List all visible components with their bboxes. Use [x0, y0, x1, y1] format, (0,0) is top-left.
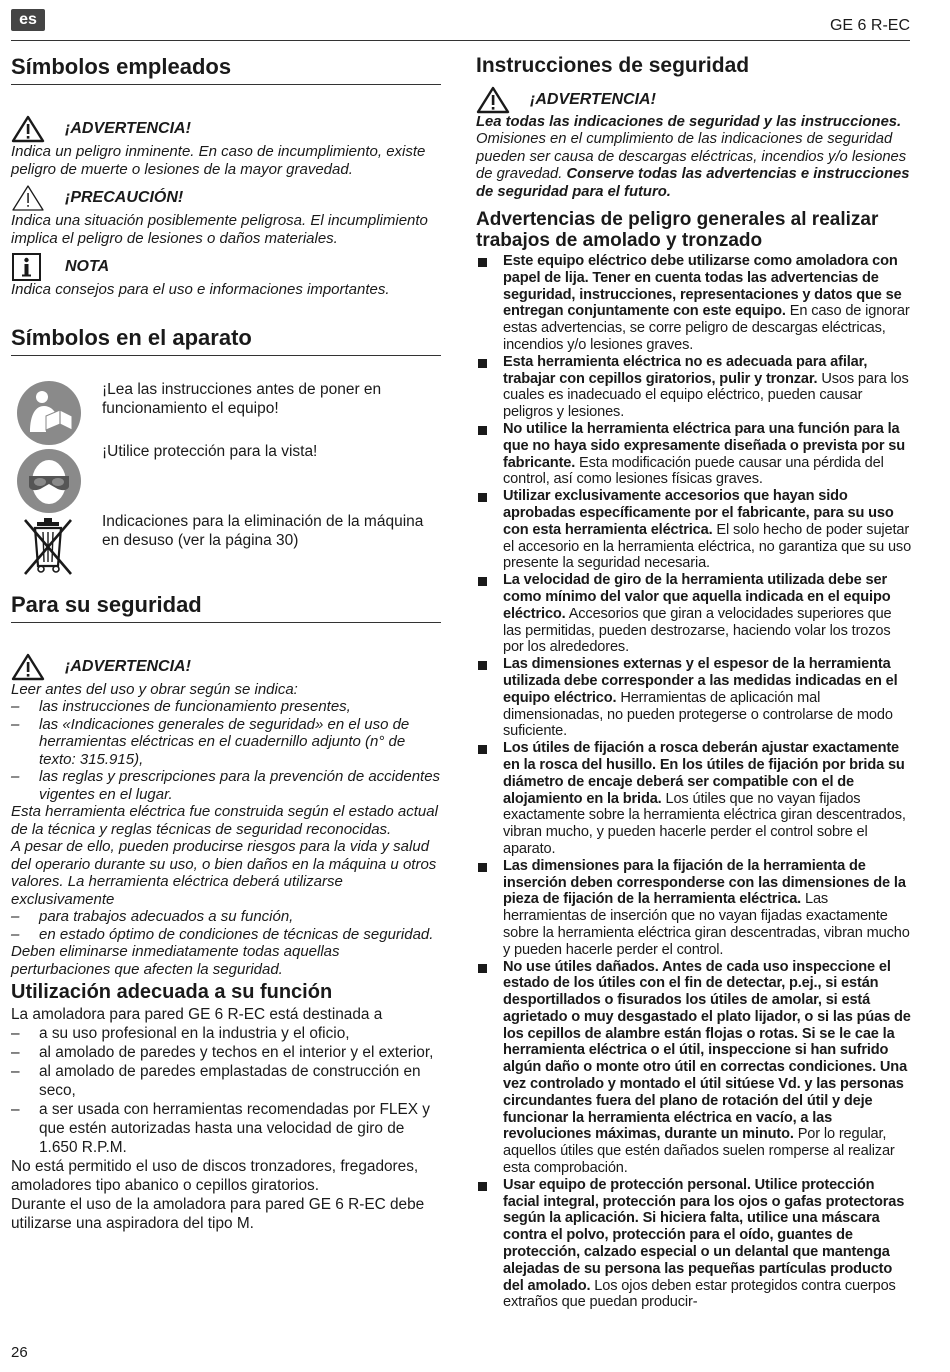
info-icon	[11, 253, 49, 281]
device-symbol-goggles	[11, 442, 441, 514]
warning2-list-2	[11, 908, 441, 943]
warning2-heading	[11, 653, 441, 681]
list-item: No utilice la herramienta eléctrica para una función para la que no haya sido expresamente diseñada o prevista por su fabricante. Esta modificación puede causar una pérdida del control, así como lesiones físicas graves.	[476, 421, 912, 488]
right-warning-heading	[476, 86, 912, 114]
list-item: – las «Indicaciones generales de seguridad» en el uso de herramientas eléctricas en el cuadernillo adjunto (n° de texto: 315.915),	[11, 716, 441, 769]
lead-text: Omisiones en el cumplimiento de las indicaciones de seguridad pueden ser causa de descargas eléctricas, incendios y/o lesiones de gravedad.	[476, 131, 907, 183]
caution-icon	[11, 184, 49, 212]
lead-bold: Lea todas las indicaciones de seguridad y las instrucciones.	[476, 114, 902, 130]
right-warning-label: ¡ADVERTENCIA!	[530, 91, 656, 108]
warning-icon	[11, 115, 49, 143]
right-column	[476, 54, 912, 1311]
intended-use-body	[11, 1005, 441, 1233]
warning-icon	[476, 86, 514, 114]
note-label: NOTA	[65, 258, 110, 275]
section-title-intended-use: Utilización adecuada a su función	[11, 981, 333, 1003]
list-item: – a ser usada con herramientas recomendadas por FLEX y que estén autorizadas hasta una velocidad de giro de 1.650 R.P.M.	[11, 1100, 441, 1157]
list-item: Los útiles de fijación a rosca deberán ajustar exactamente en la rosca del husillo. En los útiles de fijación por brida su diámetro de encaje deberá ser compatible con el de alojamiento en la brida. Los útiles que no vayan fijados exactamente sobre la herramienta eléctrica giran descentrados, vibran mucho, y pueden hacerle perder el control sobre el aparato.	[476, 740, 912, 858]
list-item: – al amolado de paredes y techos en el interior y el exterior,	[11, 1043, 441, 1062]
device-symbol-manual	[11, 380, 441, 446]
device-symbol-disposal	[11, 512, 441, 578]
device-symbol-disposal-text: Indicaciones para la eliminación de la máquina en desuso (ver la página 30)	[102, 512, 424, 549]
section-title-symbols: Símbolos empleados	[11, 54, 441, 85]
list-item: Este equipo eléctrico debe utilizarse como amoladora con papel de lija. Tener en cuenta todas las advertencias de seguridad, instrucciones, representaciones y datos que se entregan conjuntamente con este equipo. En caso de ignorar estas advertencias, se corre peligro de descargas eléctricas, incendios y/o lesiones graves.	[476, 253, 912, 354]
list-item: – a su uso profesional en la industria y el oficio,	[11, 1024, 441, 1043]
list-item: – al amolado de paredes emplastadas de construcción en seco,	[11, 1062, 441, 1100]
list-item: No use útiles dañados. Antes de cada uso inspeccione el estado de los útiles con el fin de detectar, p.ej., si están desportillados o fisurados los útiles de amolar, si está agrietado o muy desgastado el plato lijador, o si las púas de los cepillos de alambre están flojas o rotas. Si se le cae la herramienta eléctrica o el útil, inspeccione si han sufrido algún daño o monte otro útil en correctas condiciones. Una vez controlado y montado el útil sitúese Vd. y las personas circundantes fuera del plano de rotación del útil y deje funcionar la herramienta eléctrica en vacío, a las revoluciones máximas, durante un minuto. Por lo regular, aquellos útiles que estén dañados suelen romperse al realizar esta comprobación.	[476, 959, 912, 1177]
caution-text: Indica una situación posiblemente peligrosa. El incumplimiento implica el peligro de lesiones o daños materiales.	[11, 212, 428, 247]
right-warning-text	[476, 114, 912, 201]
warning-text: Indica un peligro inminente. En caso de incumplimiento, existe peligro de muerte o lesiones de la mayor gravedad.	[11, 143, 426, 178]
warning2-label: ¡ADVERTENCIA!	[65, 657, 191, 675]
list-item: Las dimensiones para la fijación de la herramienta de inserción deben corresponderse con las dimensiones de la pieza de fijación de la herramienta eléctrica. Las herramientas de inserción que no vayan fijadas exactamente sobre la herramienta eléctrica giran descentradas, vibran mucho y pueden hacerle perder el control.	[476, 858, 912, 959]
note-text: Indica consejos para el uso e informaciones importantes.	[11, 281, 390, 298]
warning2-para: Deben eliminarse inmediatamente todas aquellas perturbaciones que afecten la seguridad.	[11, 943, 340, 978]
device-symbol-manual-text: ¡Lea las instrucciones antes de poner en funcionamiento el equipo!	[102, 380, 382, 417]
section-title-safety-instructions: Instrucciones de seguridad	[476, 54, 750, 77]
list-item: – en estado óptimo de condiciones de técnicas de seguridad.	[11, 926, 441, 944]
warning2-body	[11, 681, 441, 979]
note-heading	[11, 253, 441, 281]
lead-bold-2: Conserve todas las advertencias e instrucciones de seguridad para el futuro.	[476, 166, 910, 200]
use-intro: La amoladora para pared GE 6 R-EC está destinada a	[11, 1006, 383, 1023]
warning-heading	[11, 115, 441, 143]
warning2-para: A pesar de ello, pueden producirse riesgos para la vida y salud del operario durante su uso, o bien daños en la máquina u otros valores. La herramienta eléctrica deberá utilizarse exclusivamente	[11, 838, 437, 908]
list-item: La velocidad de giro de la herramienta utilizada debe ser como mínimo del valor que aquella indicada en el equipo eléctrico. Accesorios que giran a velocidades superiores que las permitidas, pueden destrozarse, haciendo volar los trozos por los alrededores.	[476, 572, 912, 656]
list-item: Utilizar exclusivamente accesorios que hayan sido aprobadas específicamente por el fabricante, para su uso con esta herramienta eléctrica. El solo hecho de poder sujetar el accesorio en la herramienta eléctrica, no garantiza que su uso presente la seguridad necesaria.	[476, 488, 912, 572]
list-item: Las dimensiones externas y el espesor de la herramienta utilizada debe corresponder a las medidas indicadas en el equipo eléctrico. Herramientas de aplicación mal dimensionadas, no pueden protegerse o controlarse de modo suficiente.	[476, 656, 912, 740]
eye-protection-icon	[16, 448, 82, 514]
page-number: 26	[11, 1344, 28, 1361]
use-para: Durante el uso de la amoladora para pared GE 6 R-EC debe utilizarse una aspiradora del tipo M.	[11, 1196, 425, 1232]
hazard-list	[476, 253, 912, 1311]
warning-label: ¡ADVERTENCIA!	[65, 120, 191, 137]
section-title-safety: Para su seguridad	[11, 592, 441, 623]
list-item: – las reglas y prescripciones para la prevención de accidentes vigentes en el lugar.	[11, 768, 441, 803]
list-item: Usar equipo de protección personal. Utilice protección facial integral, protección para los ojos o gafas protectoras según la aplicación. Si hiciera falta, utilice una máscara contra el polvo, protección para el oído, guantes de protección, calzado especial o un delantal que mantenga alejadas de su persona las pequeñas partículas producto del amolado. Los ojos deben estar protegidos contra cuerpos extraños que puedan producir-	[476, 1177, 912, 1311]
warning2-intro: Leer antes del uso y obrar según se indica:	[11, 680, 298, 698]
caution-label: ¡PRECAUCIÓN!	[65, 189, 184, 206]
read-manual-icon	[16, 380, 82, 446]
crossed-bin-icon	[19, 516, 79, 578]
warning2-list	[11, 698, 441, 803]
warning-icon	[11, 653, 49, 681]
use-list	[11, 1024, 441, 1157]
model-label: GE 6 R-EC	[829, 17, 910, 34]
language-badge: es	[11, 9, 45, 31]
section-title-device-symbols: Símbolos en el aparato	[11, 325, 441, 356]
header-rule	[11, 40, 910, 41]
list-item: – las instrucciones de funcionamiento presentes,	[11, 698, 441, 716]
subsection-title-hazards: Advertencias de peligro generales al realizar trabajos de amolado y tronzado	[476, 209, 879, 252]
warning2-para: Esta herramienta eléctrica fue construida según el estado actual de la técnica y reglas técnicas de seguridad reconocidas.	[11, 803, 438, 838]
list-item: – para trabajos adecuados a su función,	[11, 908, 441, 926]
left-column	[11, 54, 441, 1233]
device-symbol-goggles-text: ¡Utilice protección para la vista!	[102, 442, 318, 460]
use-para: No está permitido el uso de discos tronzadores, fregadores, amoladores tipo abanico o cepillos giratorios.	[11, 1158, 419, 1194]
caution-heading	[11, 184, 441, 212]
list-item: Esta herramienta eléctrica no es adecuada para afilar, trabajar con cepillos giratorios, pulir y tronzar. Usos para los cuales es inadecuado el equipo eléctrico, pueden causar peligros y lesiones.	[476, 354, 912, 421]
